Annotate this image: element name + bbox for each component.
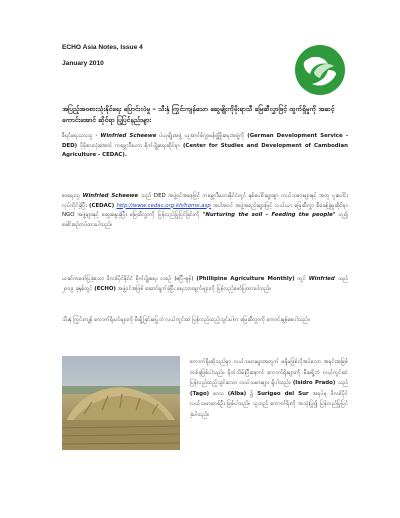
p5-e: အရပ်မှ ဖိလစ်ပိုင်လယ်သမားတစ်ဦး ဖြစ်ပါသည်။ သူသည် ကောက်ရိုးကို အသုံးပြု၍ ပြန်လည်ပြုပြင်ခဲ့ပါသည်။ — [190, 390, 348, 418]
p5-b: သည် — [335, 380, 349, 387]
straw-field-photo — [62, 356, 180, 450]
p3-c: သည် ၂၀၀၉ ခုနှစ်တွင် — [62, 276, 349, 292]
p2-c: အပါအဝင် အဖွဲ့အစည်းများဖြင့် လယ်ယာ မြေဆီလွှာ စီမံခန့်ခွဲမှုဆိုင်ရာ NGO အဖွဲ့များနှင့် ဆွေးနွေးခဲ့ပြီး မြေဆီလွှာကို ပြန်လည်ပြုပြင်ခြင်းကို — [62, 202, 348, 219]
p3-name: Winfried — [308, 276, 335, 282]
p3-b: တွင် — [294, 276, 309, 282]
p3-org: (ECHO) — [94, 285, 116, 292]
author-org2: (Center for Studies and Development of Cambodian Agriculture - CEDAC). — [62, 142, 348, 159]
p3-d: အဖွဲ့ဝင်အဖြစ် ဆောင်ရွက်ခဲ့ပြီး ရေးသားချက်များကို ပြန်လည်ဖော်ပြထားပါသည်။ — [115, 285, 271, 292]
document-header — [62, 44, 262, 67]
p5-name1: (Isidro Prado) — [292, 380, 336, 387]
author-name: Winfried Scheewe — [100, 133, 157, 139]
intro-paragraph — [62, 192, 348, 230]
p2-b: သည် DED အဖွဲ့ဝင်အနေဖြင့် ကမ္ဘောဒီးယားနိုင်ငံတွင် နှစ်ပေါင်းများစွာ လယ်သမားများနှင့် အတူ ပူးပေါင်းလုပ်ကိုင်ခဲ့ပြီး — [62, 193, 348, 209]
p2-a: စာရေးသူ — [62, 193, 83, 199]
p2-org: (CEDAC) — [89, 202, 115, 209]
p3-a: ယခင်ကဖော်ပြခဲ့သော ဖိလစ်ပိုင်နိုင်ငံ စိုက်ပျိုးရေး လစဉ် (ဧပြီ-ဇွန်) — [62, 276, 197, 282]
source-paragraph — [62, 275, 348, 294]
issue-date: January 2010 — [62, 60, 104, 67]
p5-c: ဒေသ — [209, 390, 228, 397]
p2-d: ဟူ၍ ခေါင်းစဉ်တပ်ထားပါသည်။ — [62, 212, 348, 228]
p5-d: ၌ — [246, 390, 258, 397]
article-title: အပြည့်အဝစားသုံးနိုင်ရေး ပြောင်းလဲမှု – သီးနှံ ကြွင်းကျန်သော ဆွေမျိုးကိုမိုးရာသီ မြေဆီလွှာဖြင့် ထွက်ရှိမှုကို အဆင့်ကောင်းအောင် ဆိုင်ရာ ပြုပြင်နည်းများ — [62, 105, 335, 124]
p3-mag: (Phillipine Agriculture Monthly) — [196, 276, 295, 282]
echo-logo-icon — [294, 44, 346, 96]
author-paragraph — [62, 132, 348, 161]
p2-name: Winfried Scheewe — [82, 193, 139, 199]
author-org1: (German Development Service - DED) — [62, 133, 348, 149]
farmer-story-paragraph — [190, 357, 348, 421]
p5-name3: (Alba) — [227, 390, 247, 397]
p5-name4: Surigao del Sur — [257, 390, 309, 397]
p5-name2: (Tago) — [190, 390, 210, 397]
author-prefix: စီရင်ရေးသားသူ - — [62, 133, 98, 139]
author-mid: ပဲယုမျိုးအဖွဲ့ ယူအက်စ်ဂျာမန်ဖွံ့ဖြိုးရေးအဖွဲ့ကို — [159, 133, 248, 139]
p2-quote: "Nurturing the soil – Feeding the people" — [202, 212, 336, 219]
p5-a: ကောက်ရိုးဆိုသည်မှာ လယ်သမားများအတွက် မရှိမဖြစ်လိုအပ်သော အရင်းအမြစ်တစ်ခုဖြစ်ပါသည်။ ရိတ်သိမ်းပြီးနောက် ကောက်ရိုးများကို မီးမရှို့ဘဲ လယ်ကွင်းထဲ ပြန်လည်ထည့်သွင်းသော လယ်သမားများ ရှိပါသည်။ — [190, 359, 348, 387]
series-title: ECHO Asia Notes, Issue 4 — [62, 44, 143, 51]
author-rest: ပိုမိုစားလုံးအောင် ကမ္ဘောဒီးယား စိုက်ပျိုးရေးဆိုင်ရာ — [77, 142, 183, 149]
cedac-link[interactable]: http://www.cedac.org.kh/home.asp — [116, 202, 211, 209]
summary-paragraph: သီးနှံ ကြွင်းကျန် ကောက်ရိုးပင်များကို မီးရှို့ခြင်းမပြုဘဲ လယ်ကွင်းထဲ ပြန်လည်ထည့်သွင်းပါက မြေဆီလွှာကို ကောင်းမွန်စေပါသည်။ — [62, 317, 310, 323]
